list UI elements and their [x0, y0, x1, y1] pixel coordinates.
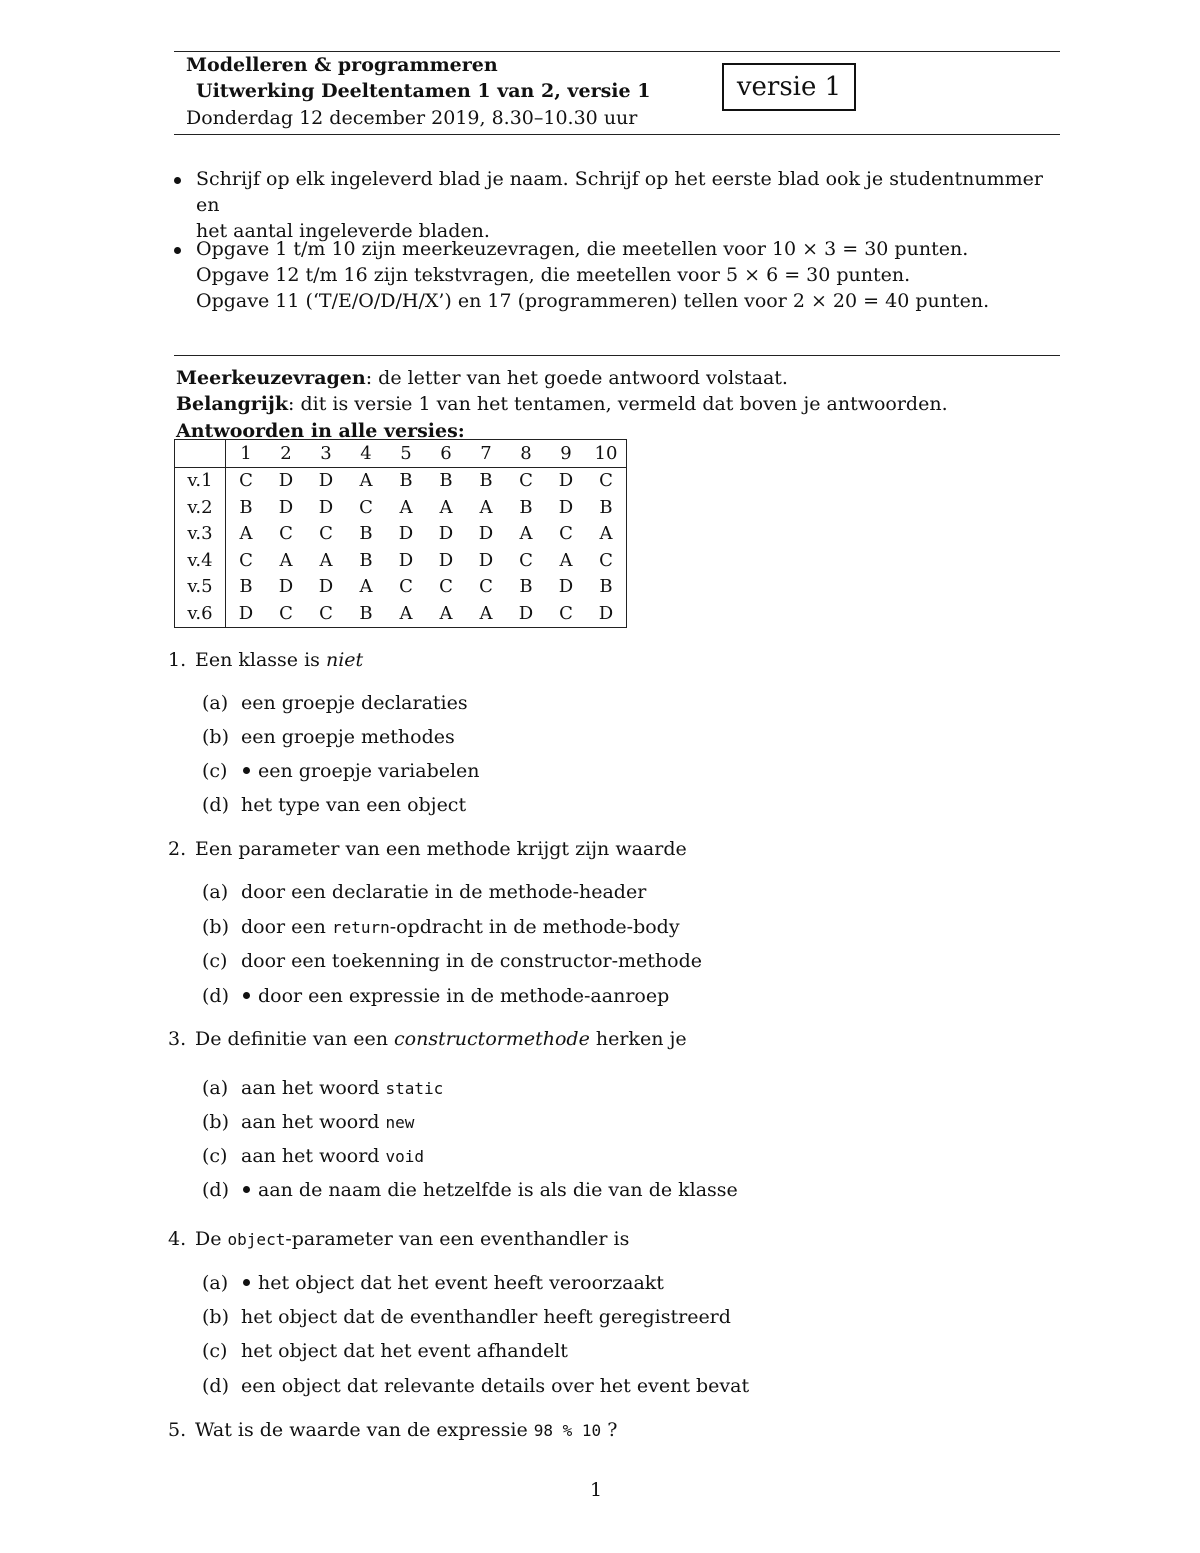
answer-cell: C: [599, 470, 613, 492]
q3-option-d: [202, 1179, 738, 1201]
option-text: aan het woord: [241, 1077, 386, 1099]
answer-cell: D: [398, 523, 414, 545]
course-title: Modelleren & programmeren: [186, 54, 498, 76]
important-note: [176, 391, 948, 417]
option-label: (c): [202, 1145, 228, 1167]
answer-cell: A: [519, 523, 533, 545]
answer-table: [174, 439, 627, 628]
answer-cell: B: [519, 496, 533, 518]
instruction-2-line-3: Opgave 11 (‘T/E/O/D/H/X’) en 17 (programmeren) tellen voor 2 × 20 = 40 punten.: [196, 290, 990, 312]
option-text: een groepje methodes: [241, 726, 455, 748]
option-text: het object dat het event heeft veroorzaakt: [258, 1272, 664, 1294]
answer-cell: A: [599, 523, 613, 545]
row-version-label: v.3: [175, 521, 226, 548]
q4-option-b: [202, 1306, 731, 1328]
answer-cell: B: [479, 470, 493, 492]
column-header: 1: [226, 440, 267, 468]
mc-text: : de letter van het goede antwoord volstaat.: [365, 367, 788, 389]
answer-cell: C: [279, 523, 293, 545]
option-text: aan het woord: [241, 1145, 386, 1167]
column-header: 6: [426, 440, 466, 468]
answer-cell: D: [278, 496, 294, 518]
option-text: aan de naam die hetzelfde is als die van de klasse: [258, 1179, 738, 1201]
answer-cell: C: [559, 602, 573, 624]
correct-answer-bullet-icon: [243, 1186, 250, 1193]
answer-cell: D: [238, 602, 254, 624]
answer-cell: D: [558, 470, 574, 492]
question-5: [168, 1419, 617, 1441]
option-label: (a): [202, 881, 229, 903]
answer-cell: A: [319, 549, 333, 571]
table-row: [175, 600, 627, 627]
question-number: 2.: [168, 838, 187, 860]
q3-option-b: [202, 1111, 414, 1133]
header-rule-bottom: [174, 134, 1060, 135]
answer-table-body: [175, 467, 627, 627]
answer-cell: C: [479, 576, 493, 598]
option-text: aan het woord: [241, 1111, 386, 1133]
answer-cell: D: [318, 576, 334, 598]
correct-answer-bullet-icon: [243, 992, 250, 999]
option-text: een object dat relevante details over het event bevat: [241, 1375, 750, 1397]
option-text: een groepje declaraties: [241, 692, 468, 714]
column-header: 10: [586, 440, 627, 468]
instruction-1-line-1: Schrijf op elk ingeleverd blad je naam. Schrijf op het eerste blad ook je studentnummer en: [196, 168, 1043, 216]
version-box: versie 1: [722, 63, 856, 111]
table-row: [175, 494, 627, 521]
answer-cell: B: [599, 496, 613, 518]
answer-cell: A: [439, 602, 453, 624]
column-header: 4: [346, 440, 386, 468]
exam-subtitle: Uitwerking Deeltentamen 1 van 2, versie 1: [196, 80, 651, 102]
table-row: [175, 547, 627, 574]
answer-cell: C: [439, 576, 453, 598]
option-label: (c): [202, 760, 228, 782]
exam-date: Donderdag 12 december 2019, 8.30–10.30 uur: [186, 107, 638, 129]
answer-cell: C: [319, 523, 333, 545]
question-text: -parameter van een eventhandler is: [285, 1228, 630, 1250]
column-header: 7: [466, 440, 506, 468]
answer-cell: A: [479, 602, 493, 624]
question-text: Wat is de waarde van de expressie: [195, 1419, 534, 1441]
option-text: door een: [241, 916, 332, 938]
q4-option-d: [202, 1375, 749, 1397]
table-row: [175, 467, 627, 494]
section-rule: [174, 355, 1060, 356]
instruction-2: [196, 236, 1066, 314]
option-text: het object dat het event afhandelt: [241, 1340, 568, 1362]
answer-cell: D: [278, 576, 294, 598]
question-text: Een parameter van een methode krijgt zijn waarde: [195, 838, 687, 860]
important-text: : dit is versie 1 van het tentamen, vermeld dat boven je antwoorden.: [288, 393, 948, 415]
q1-option-a: [202, 692, 468, 714]
instruction-1: [196, 166, 1066, 244]
option-label: (b): [202, 1306, 229, 1328]
option-label: (d): [202, 1179, 229, 1201]
question-text: De: [195, 1228, 228, 1250]
answer-cell: B: [359, 549, 373, 571]
bullet-icon: [174, 170, 189, 192]
answer-cell: C: [559, 523, 573, 545]
instruction-2-line-1: Opgave 1 t/m 10 zijn meerkeuzevragen, die meetellen voor 10 × 3 = 30 punten.: [196, 238, 969, 260]
option-label: (d): [202, 794, 229, 816]
answer-cell: B: [439, 470, 453, 492]
question-text: ?: [601, 1419, 618, 1441]
table-row: [175, 574, 627, 601]
column-header: 5: [386, 440, 426, 468]
question-text: Een klasse is: [195, 649, 326, 671]
row-version-label: v.4: [175, 547, 226, 574]
column-header: 9: [546, 440, 586, 468]
option-label: (a): [202, 1272, 229, 1294]
option-text: door een declaratie in de methode-header: [241, 881, 647, 903]
answer-cell: A: [479, 496, 493, 518]
question-number: 1.: [168, 649, 187, 671]
answers-label: Antwoorden in alle versies:: [176, 420, 465, 442]
answer-cell: A: [359, 576, 373, 598]
column-header: 2: [266, 440, 306, 468]
answer-cell: D: [518, 602, 534, 624]
option-label: (d): [202, 1375, 229, 1397]
option-label: (a): [202, 1077, 229, 1099]
q2-option-c: [202, 950, 702, 972]
row-version-label: v.2: [175, 494, 226, 521]
answer-cell: B: [599, 576, 613, 598]
option-label: (b): [202, 726, 229, 748]
header-rule-top: [174, 51, 1060, 52]
page-number: 1: [590, 1479, 603, 1501]
option-text: -opdracht in de methode-body: [389, 916, 680, 938]
option-code: void: [385, 1147, 425, 1166]
option-code: new: [385, 1113, 415, 1132]
answer-cell: D: [318, 470, 334, 492]
answer-cell: B: [359, 523, 373, 545]
answer-cell: D: [438, 549, 454, 571]
bullet-icon: [174, 240, 189, 262]
answer-cell: A: [359, 470, 373, 492]
option-text: het type van een object: [241, 794, 467, 816]
answer-cell: A: [559, 549, 573, 571]
instruction-2-line-2: Opgave 12 t/m 16 zijn tekstvragen, die meetellen voor 5 × 6 = 30 punten.: [196, 264, 911, 286]
row-version-label: v.5: [175, 574, 226, 601]
q4-option-c: [202, 1340, 568, 1362]
mc-intro: [176, 365, 788, 391]
question-1: [168, 649, 363, 671]
question-number: 5.: [168, 1419, 187, 1441]
question-number: 3.: [168, 1028, 187, 1050]
row-version-label: v.1: [175, 467, 226, 494]
mc-label: Meerkeuzevragen: [176, 367, 366, 389]
answer-cell: D: [478, 523, 494, 545]
question-code: object: [227, 1230, 286, 1249]
answer-cell: A: [399, 496, 413, 518]
answer-cell: C: [519, 470, 533, 492]
option-code: static: [385, 1079, 444, 1098]
option-label: (a): [202, 692, 229, 714]
answer-cell: D: [318, 496, 334, 518]
option-text: door een expressie in de methode-aanroep: [258, 985, 670, 1007]
option-label: (c): [202, 1340, 228, 1362]
answer-cell: B: [399, 470, 413, 492]
q2-option-a: [202, 881, 646, 903]
answer-cell: C: [239, 549, 253, 571]
q1-option-c: [202, 760, 480, 782]
answer-cell: D: [278, 470, 294, 492]
answer-cell: D: [478, 549, 494, 571]
column-header: 8: [506, 440, 546, 468]
row-version-label: v.6: [175, 600, 226, 627]
answer-cell: A: [279, 549, 293, 571]
q3-option-c: [202, 1145, 424, 1167]
option-text: door een toekenning in de constructor-methode: [241, 950, 703, 972]
answer-cell: B: [239, 496, 253, 518]
question-emphasis: niet: [325, 649, 364, 671]
answer-cell: D: [398, 549, 414, 571]
question-text: De definitie van een: [195, 1028, 395, 1050]
answer-cell: D: [558, 576, 574, 598]
answer-cell: C: [599, 549, 613, 571]
answer-cell: A: [239, 523, 253, 545]
option-label: (b): [202, 916, 229, 938]
correct-answer-bullet-icon: [243, 767, 250, 774]
answer-cell: A: [439, 496, 453, 518]
question-3: [168, 1028, 687, 1050]
column-header: 3: [306, 440, 346, 468]
answer-cell: B: [239, 576, 253, 598]
answer-cell: B: [359, 602, 373, 624]
q1-option-d: [202, 794, 466, 816]
q2-option-b: [202, 916, 680, 938]
answer-cell: D: [598, 602, 614, 624]
question-4: [168, 1228, 629, 1250]
important-label: Belangrijk: [176, 393, 289, 415]
question-emphasis: constructormethode: [394, 1028, 590, 1050]
answer-cell: C: [319, 602, 333, 624]
option-code: return: [331, 918, 390, 937]
option-text: een groepje variabelen: [258, 760, 480, 782]
option-label: (b): [202, 1111, 229, 1133]
question-code: 98 % 10: [533, 1421, 602, 1440]
question-2: [168, 838, 687, 860]
answer-cell: C: [399, 576, 413, 598]
answer-cell: B: [519, 576, 533, 598]
option-label: (c): [202, 950, 228, 972]
q1-option-b: [202, 726, 455, 748]
answer-cell: C: [279, 602, 293, 624]
question-text: herken je: [589, 1028, 687, 1050]
q3-option-a: [202, 1077, 443, 1099]
answer-cell: A: [399, 602, 413, 624]
instruction-1-line-2: het aantal ingeleverde bladen.: [196, 220, 490, 242]
header-corner: [175, 440, 226, 468]
question-number: 4.: [168, 1228, 187, 1250]
answer-cell: C: [519, 549, 533, 571]
option-label: (d): [202, 985, 229, 1007]
option-text: het object dat de eventhandler heeft geregistreerd: [241, 1306, 731, 1328]
answer-cell: D: [558, 496, 574, 518]
answer-table-header: [175, 440, 627, 468]
answer-cell: C: [239, 470, 253, 492]
correct-answer-bullet-icon: [243, 1279, 250, 1286]
answer-cell: D: [438, 523, 454, 545]
table-row: [175, 521, 627, 548]
q2-option-d: [202, 985, 669, 1007]
answer-cell: C: [359, 496, 373, 518]
q4-option-a: [202, 1272, 664, 1294]
